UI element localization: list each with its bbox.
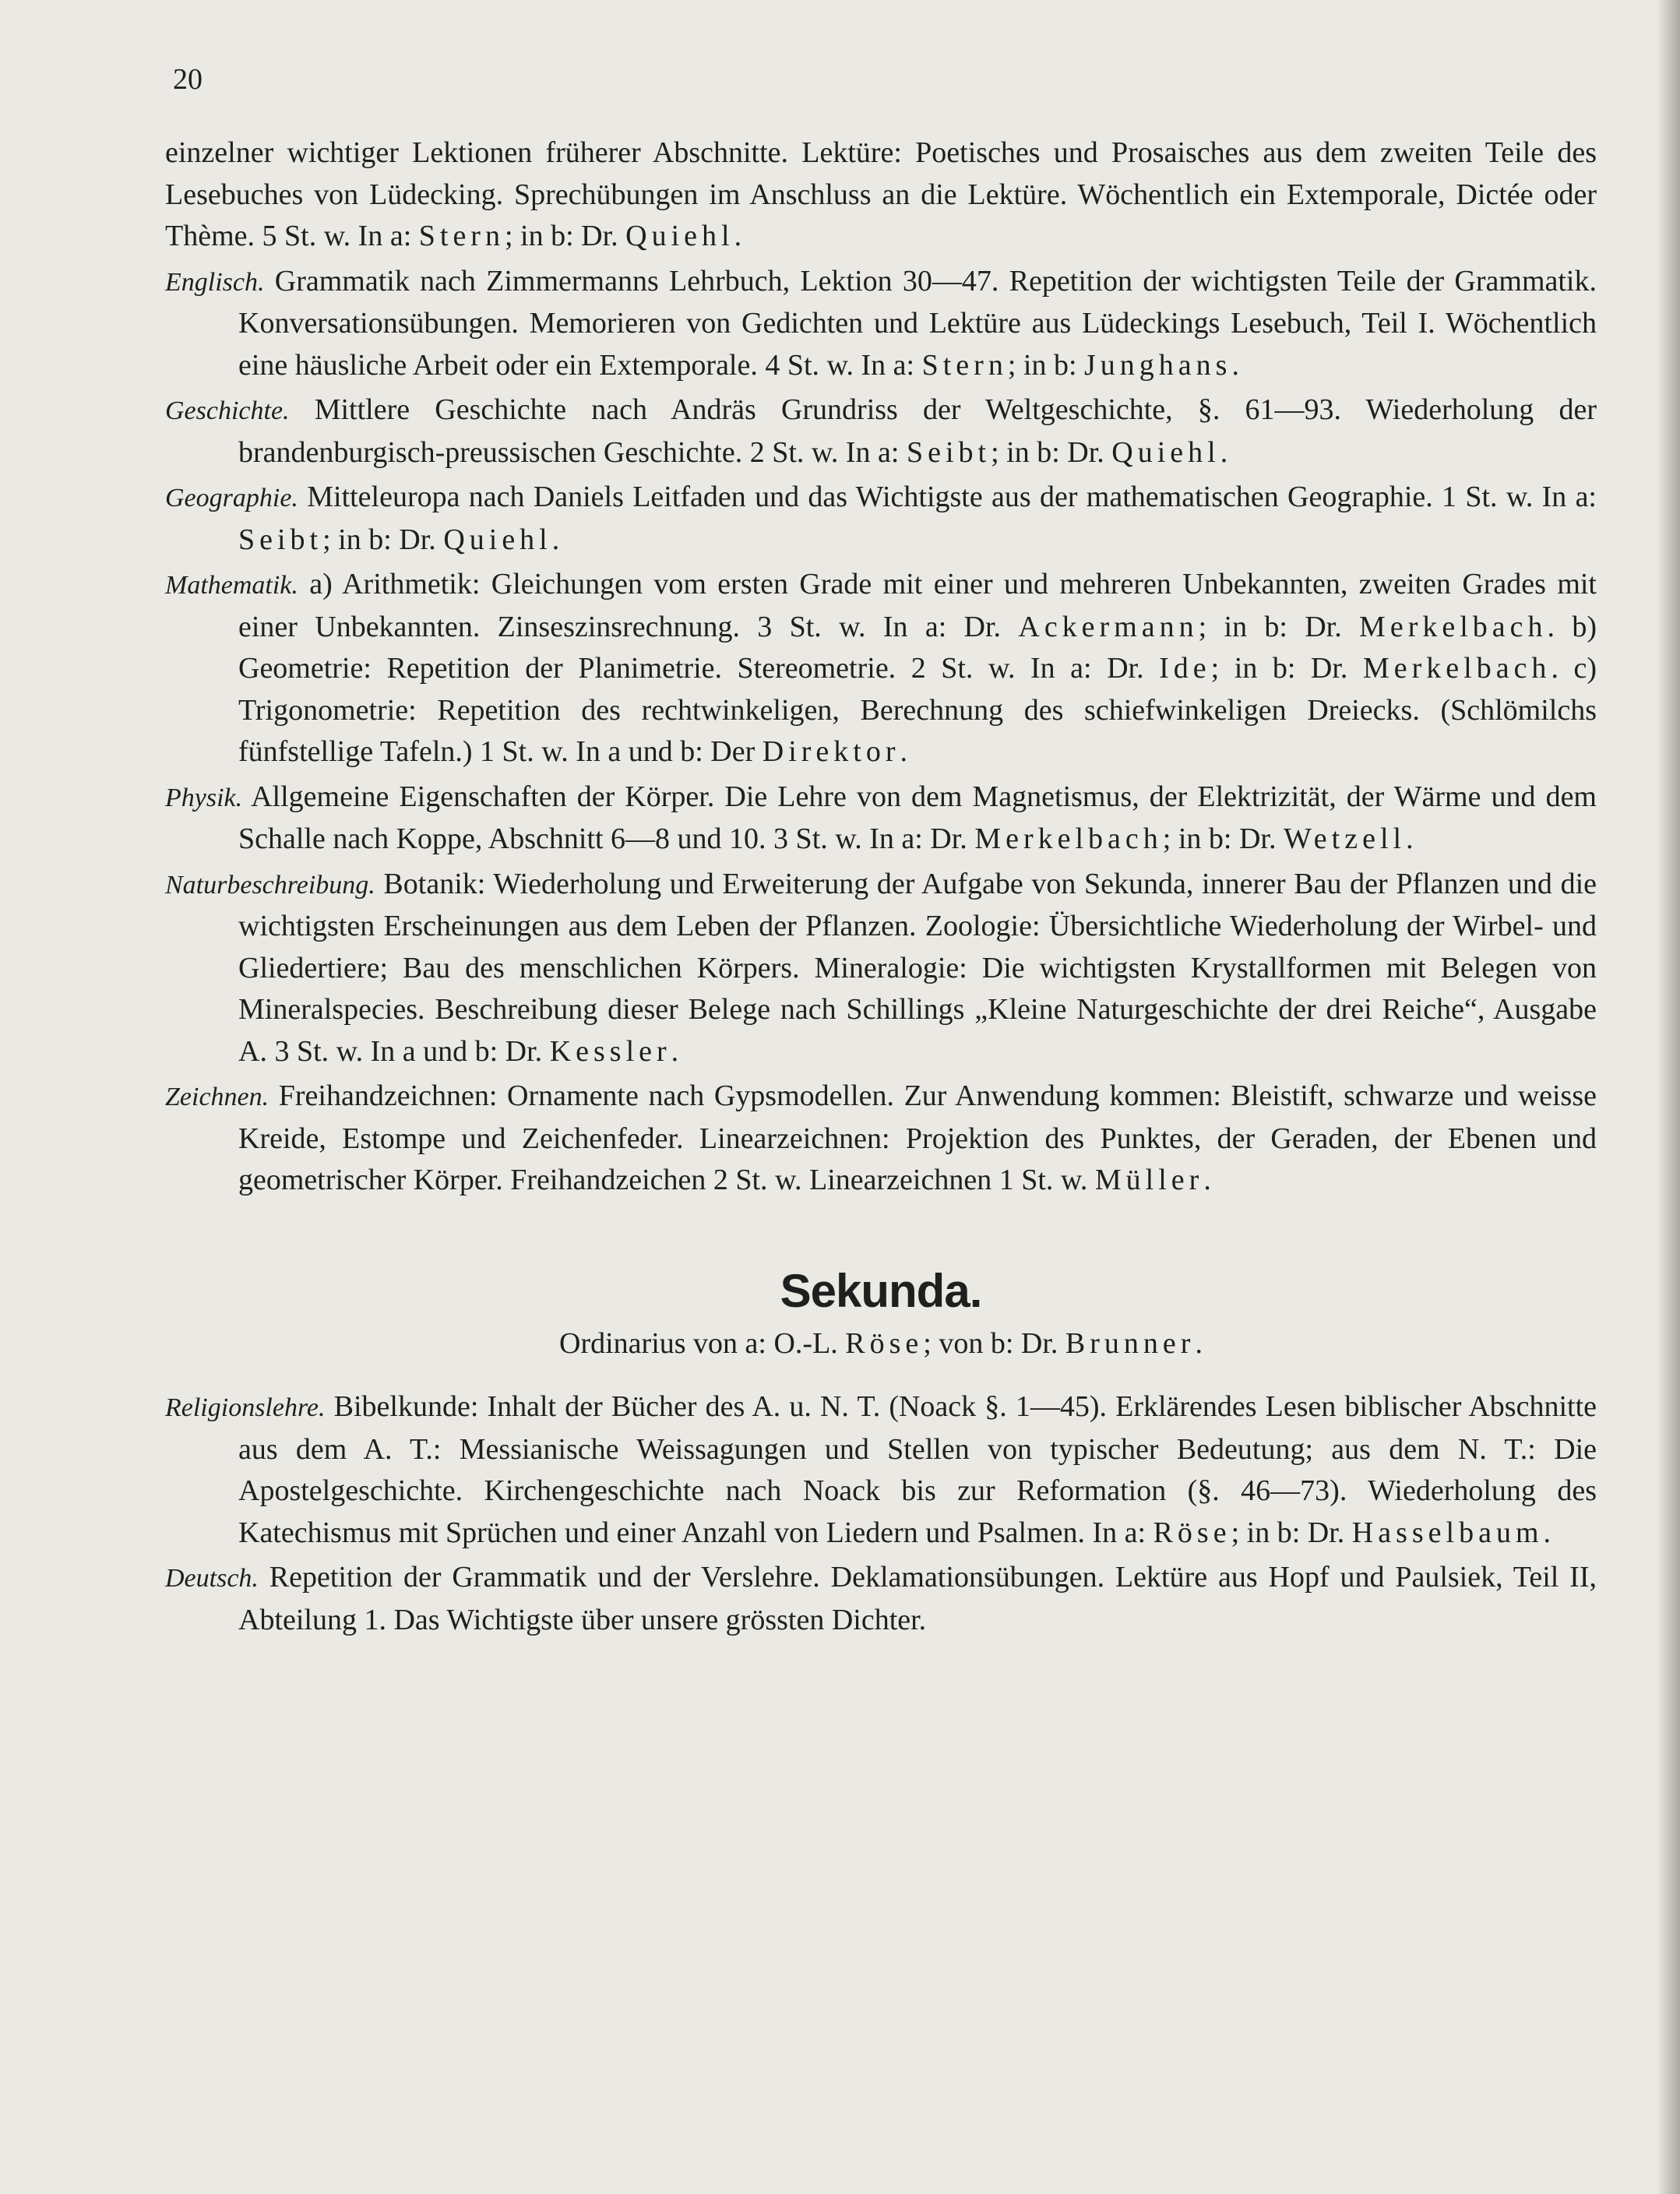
page-body (165, 132, 1597, 1644)
subject-label: Geographie. (165, 484, 298, 512)
page-number: 20 (173, 63, 203, 96)
subject-label: Englisch. (165, 267, 265, 297)
section-heading-sekunda: Sekunda. (780, 1264, 982, 1317)
subject-label: Deutsch. (165, 1564, 259, 1593)
ordinarius-line: Ordinarius von a: O.-L. Röse; von b: Dr. Brunner. (559, 1326, 1203, 1360)
subject-geographie: Geographie. Mitteleuropa nach Daniels Leitfaden und das Wichtigste aus der mathematischen Geographie. 1 St. w. In a: Seibt; in b: Dr. Quiehl. (165, 481, 1597, 556)
subject-religionslehre: Religionslehre. Bibelkunde: Inhalt der Bücher des A. u. N. T. (Noack §. 1—45). Erklärendes Lesen biblischer Abschnitte aus dem A. T.: Messianische Weissagungen und Stellen von typischer Bedeutung; aus dem N. T.: Die Apostelgeschichte. Kirchengeschichte nach Noack bis zur Reformation (§. 46—73). Wiederholung des Katechismus mit Sprüchen und einer Anzahl von Liedern und Psalmen. In a: Röse; in b: Dr. Hasselbaum. (165, 1390, 1597, 1549)
continuation-paragraph: einzelner wichtiger Lektionen früherer Abschnitte. Lektüre: Poetisches und Prosaisches aus dem zweiten Teile des Lesebuches von Lüdecking. Sprechübungen im Anschluss an die Lektüre. Wöchentlich ein Extemporale, Dictée oder Thème. 5 St. w. In a: Stern; in b: Dr. Quiehl. (165, 136, 1597, 252)
subject-label: Geschichte. (165, 396, 290, 425)
subject-mathematik: Mathematik. a) Arithmetik: Gleichungen vom ersten Grade mit einer und mehreren Unbekannten, zweiten Grades mit einer Unbekannten. Zinseszinsrechnung. 3 St. w. In a: Dr. Ackermann; in b: Dr. Merkelbach. b) Geometrie: Repetition der Planimetrie. Stereometrie. 2 St. w. In a: Dr. Ide; in b: Dr. Merkelbach. c) Trigonometrie: Repetition des rechtwinkeligen, Berechnung des schiefwinkeligen Dreiecks. (Schlömilchs fünfstellige Tafeln.) 1 St. w. In a und b: Der Direktor. (165, 568, 1597, 768)
subject-zeichnen: Zeichnen. Freihandzeichnen: Ornamente nach Gypsmodellen. Zur Anwendung kommen: Bleistift, schwarze und weisse Kreide, Estompe und Zeichenfeder. Linearzeichnen: Projektion des Punktes, der Geraden, der Ebenen und geometrischer Körper. Freihandzeichen 2 St. w. Linearzeichnen 1 St. w. Müller. (165, 1079, 1597, 1196)
subject-label: Naturbeschreibung. (165, 870, 375, 900)
subject-naturbeschreibung: Naturbeschreibung. Botanik: Wiederholung und Erweiterung der Aufgabe von Sekunda, innerer Bau der Pflanzen und die wichtigsten Erscheinungen aus dem Leben der Pflanzen. Zoologie: Übersichtliche Wiederholung der Wirbel- und Gliedertiere; Bau des menschlichen Körpers. Mineralogie: Die wichtigsten Krystallformen mit Belegen von Mineralspecies. Beschreibung dieser Belege nach Schillings „Kleine Naturgeschichte der drei Reiche“, Ausgabe A. 3 St. w. In a und b: Dr. Kessler. (165, 867, 1597, 1068)
subject-label: Mathematik. (165, 571, 298, 600)
subject-englisch: Englisch. Grammatik nach Zimmermanns Lehrbuch, Lektion 30—47. Repetition der wichtigsten Teile der Grammatik. Konversationsübungen. Memorieren von Gedichten und Lektüre aus Lüdeckings Lesebuch, Teil I. Wöchentlich eine häusliche Arbeit oder ein Extemporale. 4 St. w. In a: Stern; in b: Junghans. (165, 264, 1597, 382)
subject-deutsch: Deutsch. Repetition der Grammatik und der Verslehre. Deklamationsübungen. Lektüre aus Hopf und Paulsiek, Teil II, Abteilung 1. Das Wichtigste über unsere grössten Dichter. (165, 1561, 1597, 1636)
subject-label: Religionslehre. (165, 1393, 326, 1422)
subject-label: Physik. (165, 783, 243, 812)
page-edge-shadow (1657, 0, 1680, 2194)
subject-label: Zeichnen. (165, 1083, 269, 1111)
subject-geschichte: Geschichte. Mittlere Geschichte nach Andräs Grundriss der Weltgeschichte, §. 61—93. Wiederholung der brandenburgisch-preussischen Geschichte. 2 St. w. In a: Seibt; in b: Dr. Quiehl. (165, 393, 1597, 469)
subject-physik: Physik. Allgemeine Eigenschaften der Körper. Die Lehre von dem Magnetismus, der Elektrizität, der Wärme und dem Schalle nach Koppe, Abschnitt 6—8 und 10. 3 St. w. In a: Dr. Merkelbach; in b: Dr. Wetzell. (165, 780, 1597, 855)
